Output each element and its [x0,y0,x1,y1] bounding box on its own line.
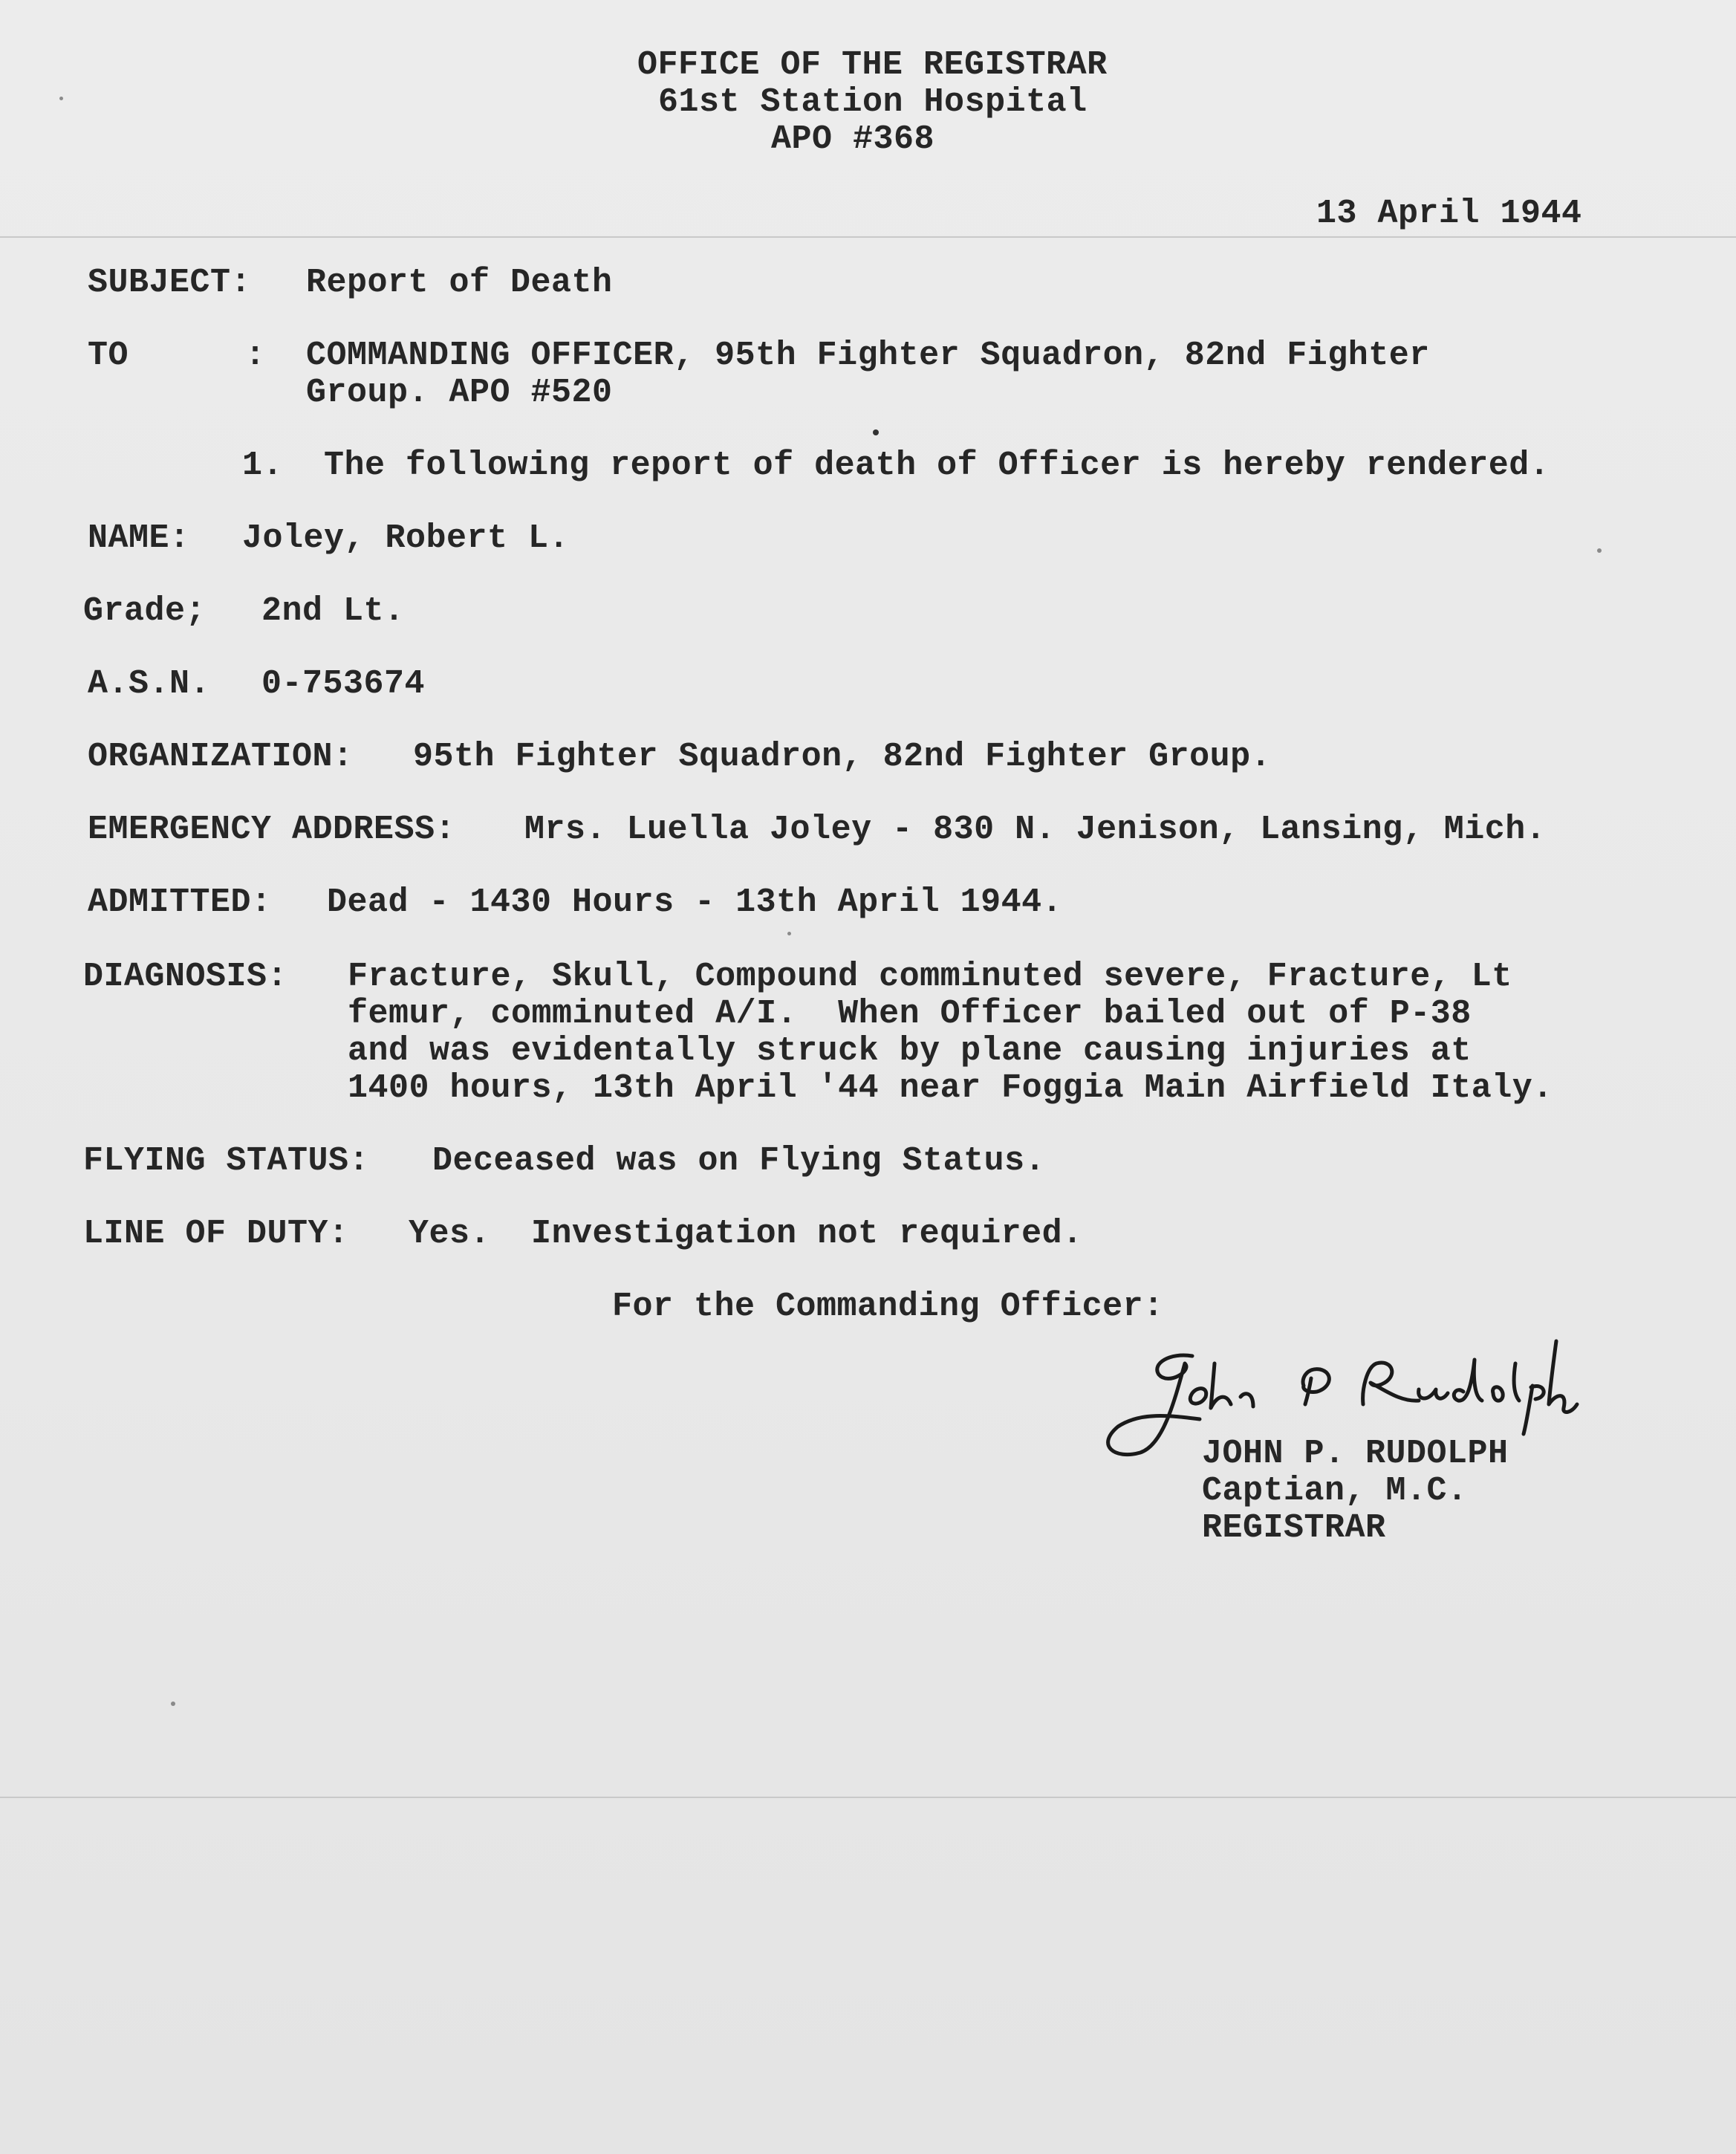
intro-paragraph: 1. The following report of death of Officer is hereby rendered. [242,447,1550,484]
letterhead-office: OFFICE OF THE REGISTRAR [637,46,1108,84]
diagnosis-line-1: Fracture, Skull, Compound comminuted severe, Fracture, Lt [348,958,1512,996]
flying-status-label: FLYING STATUS: [83,1142,370,1180]
to-colon: : [245,337,266,374]
organization-value: 95th Fighter Squadron, 82nd Fighter Group. [413,738,1272,776]
asn-label: A.S.N. [88,665,211,703]
paper-rule [0,236,1736,238]
scan-speck [787,932,791,935]
grade-label: Grade; [83,592,207,630]
flying-status-value: Deceased was on Flying Status. [432,1142,1046,1180]
signatory-rank: Captian, M.C. [1202,1472,1468,1510]
signatory-title: REGISTRAR [1202,1509,1386,1547]
scan-speck [59,97,63,100]
name-label: NAME: [88,519,190,557]
name-value: Joley, Robert L. [242,519,570,557]
subject-label: SUBJECT: [88,264,252,302]
subject-value: Report of Death [306,264,613,302]
line-of-duty-label: LINE OF DUTY: [83,1215,349,1253]
emergency-address-label: EMERGENCY ADDRESS: [88,811,456,849]
diagnosis-line-3: and was evidentally struck by plane causing injuries at [348,1032,1472,1070]
scan-speck [171,1702,175,1706]
asn-value: 0-753674 [261,665,426,703]
diagnosis-line-4: 1400 hours, 13th April '44 near Foggia Main Airfield Italy. [348,1069,1553,1107]
to-line-1: COMMANDING OFFICER, 95th Fighter Squadron, 82nd Fighter [306,337,1430,374]
document-date: 13 April 1944 [1316,195,1582,233]
diagnosis-line-2: femur, comminuted A/I. When Officer bailed out of P-38 [348,995,1472,1033]
emergency-address-value: Mrs. Luella Joley - 830 N. Jenison, Lansing, Mich. [524,811,1547,849]
to-label: TO [88,337,129,374]
scan-speck [1597,548,1602,553]
letterhead-apo: APO #368 [771,120,935,158]
to-line-2: Group. APO #520 [306,374,613,412]
letterhead-hospital: 61st Station Hospital [658,83,1088,121]
paper-rule [0,1797,1736,1798]
diagnosis-label: DIAGNOSIS: [83,958,288,996]
admitted-label: ADMITTED: [88,883,272,921]
signatory-name: JOHN P. RUDOLPH [1202,1435,1509,1473]
admitted-value: Dead - 1430 Hours - 13th April 1944. [327,883,1063,921]
organization-label: ORGANIZATION: [88,738,354,776]
scan-speck [873,429,879,435]
line-of-duty-value: Yes. Investigation not required. [409,1215,1083,1253]
grade-value: 2nd Lt. [261,592,405,630]
closing-line: For the Commanding Officer: [612,1288,1164,1326]
